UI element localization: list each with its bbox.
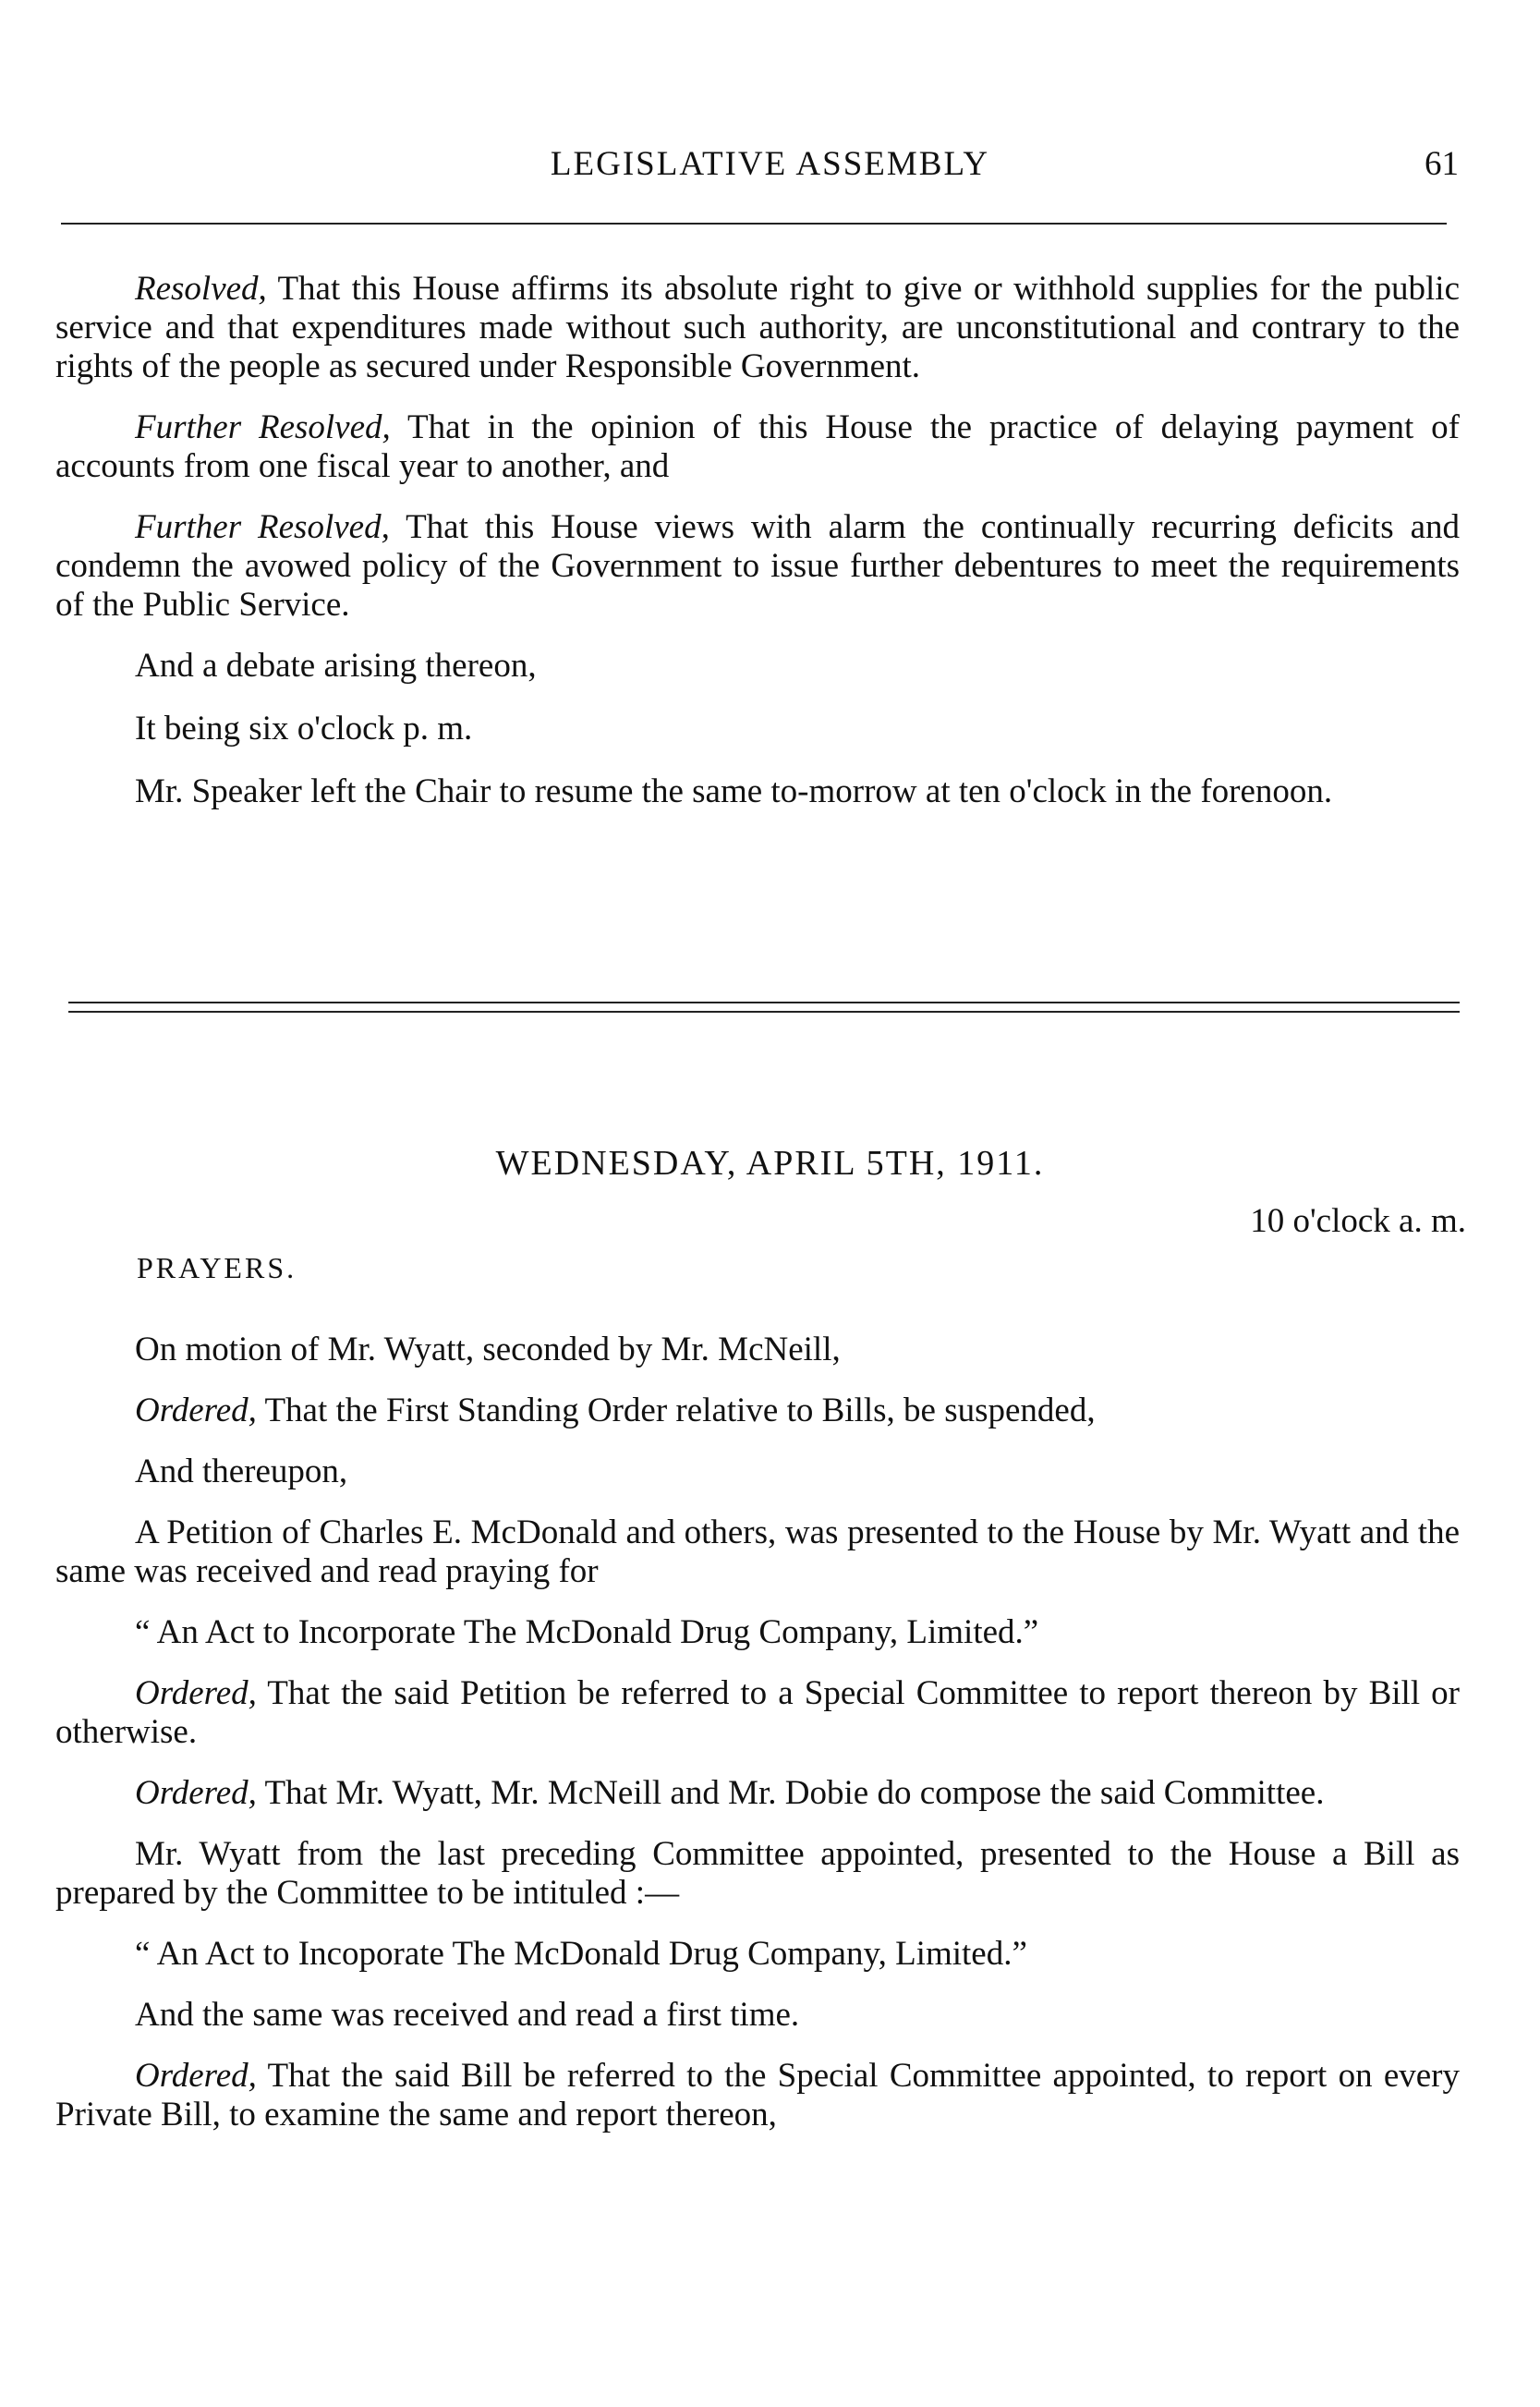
paragraph (55, 1935, 1460, 1974)
paragraph (55, 2057, 1460, 2134)
paragraph (55, 508, 1460, 625)
paragraph-text: That Mr. Wyatt, Mr. McNeill and Mr. Dobie do compose the said Committee. (256, 1774, 1325, 1812)
paragraph-text: That this House views with alarm the continually recurring deficits and condemn the avowed policy of the Government to issue further debentures to meet the requirements of the Public Service. (55, 508, 1460, 624)
paragraph-text: And thereupon, (135, 1453, 348, 1490)
prayers-heading: PRAYERS. (137, 1251, 297, 1284)
paragraph-text: “ An Act to Incorporate The McDonald Drug Company, Limited.” (135, 1613, 1039, 1651)
paragraph-text: On motion of Mr. Wyatt, seconded by Mr. McNeill, (135, 1331, 841, 1368)
paragraph (55, 1996, 1460, 2035)
paragraph (55, 1392, 1460, 1430)
page-number: 61 (1425, 145, 1459, 183)
proceedings-block (55, 1331, 1460, 2134)
paragraph-text: It being six o'clock p. m. (135, 710, 473, 748)
paragraph-lead: Further Resolved, (135, 508, 390, 546)
section-rule-bottom (68, 1011, 1460, 1013)
paragraph-text: Mr. Wyatt from the last preceding Committee appointed, presented to the House a Bill as prepared by the Committee to be intituled :— (55, 1835, 1460, 1912)
paragraph (55, 1674, 1460, 1752)
paragraph (55, 1835, 1460, 1913)
paragraph-text: That this House affirms its absolute right to give or withhold supplies for the public service and that expenditures made without such authority, are unconstitutional and contrary to the rights of the people as secured under Responsible Government. (55, 270, 1460, 385)
paragraph (55, 408, 1460, 486)
paragraph-text: “ An Act to Incoporate The McDonald Drug Company, Limited.” (135, 1935, 1027, 1973)
paragraph (55, 772, 1460, 811)
paragraph-lead: Ordered, (135, 1674, 257, 1712)
header-rule (61, 223, 1447, 225)
paragraph-text: And a debate arising thereon, (135, 647, 537, 685)
page-header (0, 140, 1540, 196)
date-heading: WEDNESDAY, APRIL 5TH, 1911. (495, 1144, 1045, 1183)
paragraph-text: That the said Petition be referred to a Special Committee to report thereon by Bill or otherwise. (55, 1674, 1460, 1751)
paragraph-text: That the First Standing Order relative to Bills, be suspended, (256, 1392, 1096, 1429)
paragraph (55, 1513, 1460, 1591)
sitting-time: 10 o'clock a. m. (1250, 1202, 1466, 1240)
paragraph-text: That in the opinion of this House the practice of delaying payment of accounts from one fiscal year to another, and (55, 408, 1460, 485)
paragraph-lead: Ordered, (135, 2057, 257, 2095)
paragraph (55, 1613, 1460, 1652)
paragraph (55, 1774, 1460, 1813)
paragraph-lead: Ordered, (135, 1774, 257, 1812)
running-title: LEGISLATIVE ASSEMBLY (550, 145, 990, 183)
paragraph (55, 1331, 1460, 1369)
section-rule-top (68, 1002, 1460, 1003)
paragraph (55, 647, 1460, 686)
paragraph (55, 1453, 1460, 1491)
paragraph-text: And the same was received and read a first time. (135, 1996, 800, 2034)
resolution-block (55, 270, 1460, 811)
paragraph-lead: Ordered, (135, 1392, 257, 1429)
paragraph-text: Mr. Speaker left the Chair to resume the same to-morrow at ten o'clock in the forenoon. (135, 772, 1333, 810)
paragraph (55, 710, 1460, 748)
paragraph-lead: Further Resolved, (135, 408, 391, 446)
paragraph-text: A Petition of Charles E. McDonald and others, was presented to the House by Mr. Wyatt and the same was received and read praying for (55, 1513, 1460, 1590)
paragraph-lead: Resolved, (135, 270, 267, 308)
paragraph (55, 270, 1460, 386)
paragraph-text: That the said Bill be referred to the Special Committee appointed, to report on every Private Bill, to examine the same and report thereon, (55, 2057, 1460, 2133)
